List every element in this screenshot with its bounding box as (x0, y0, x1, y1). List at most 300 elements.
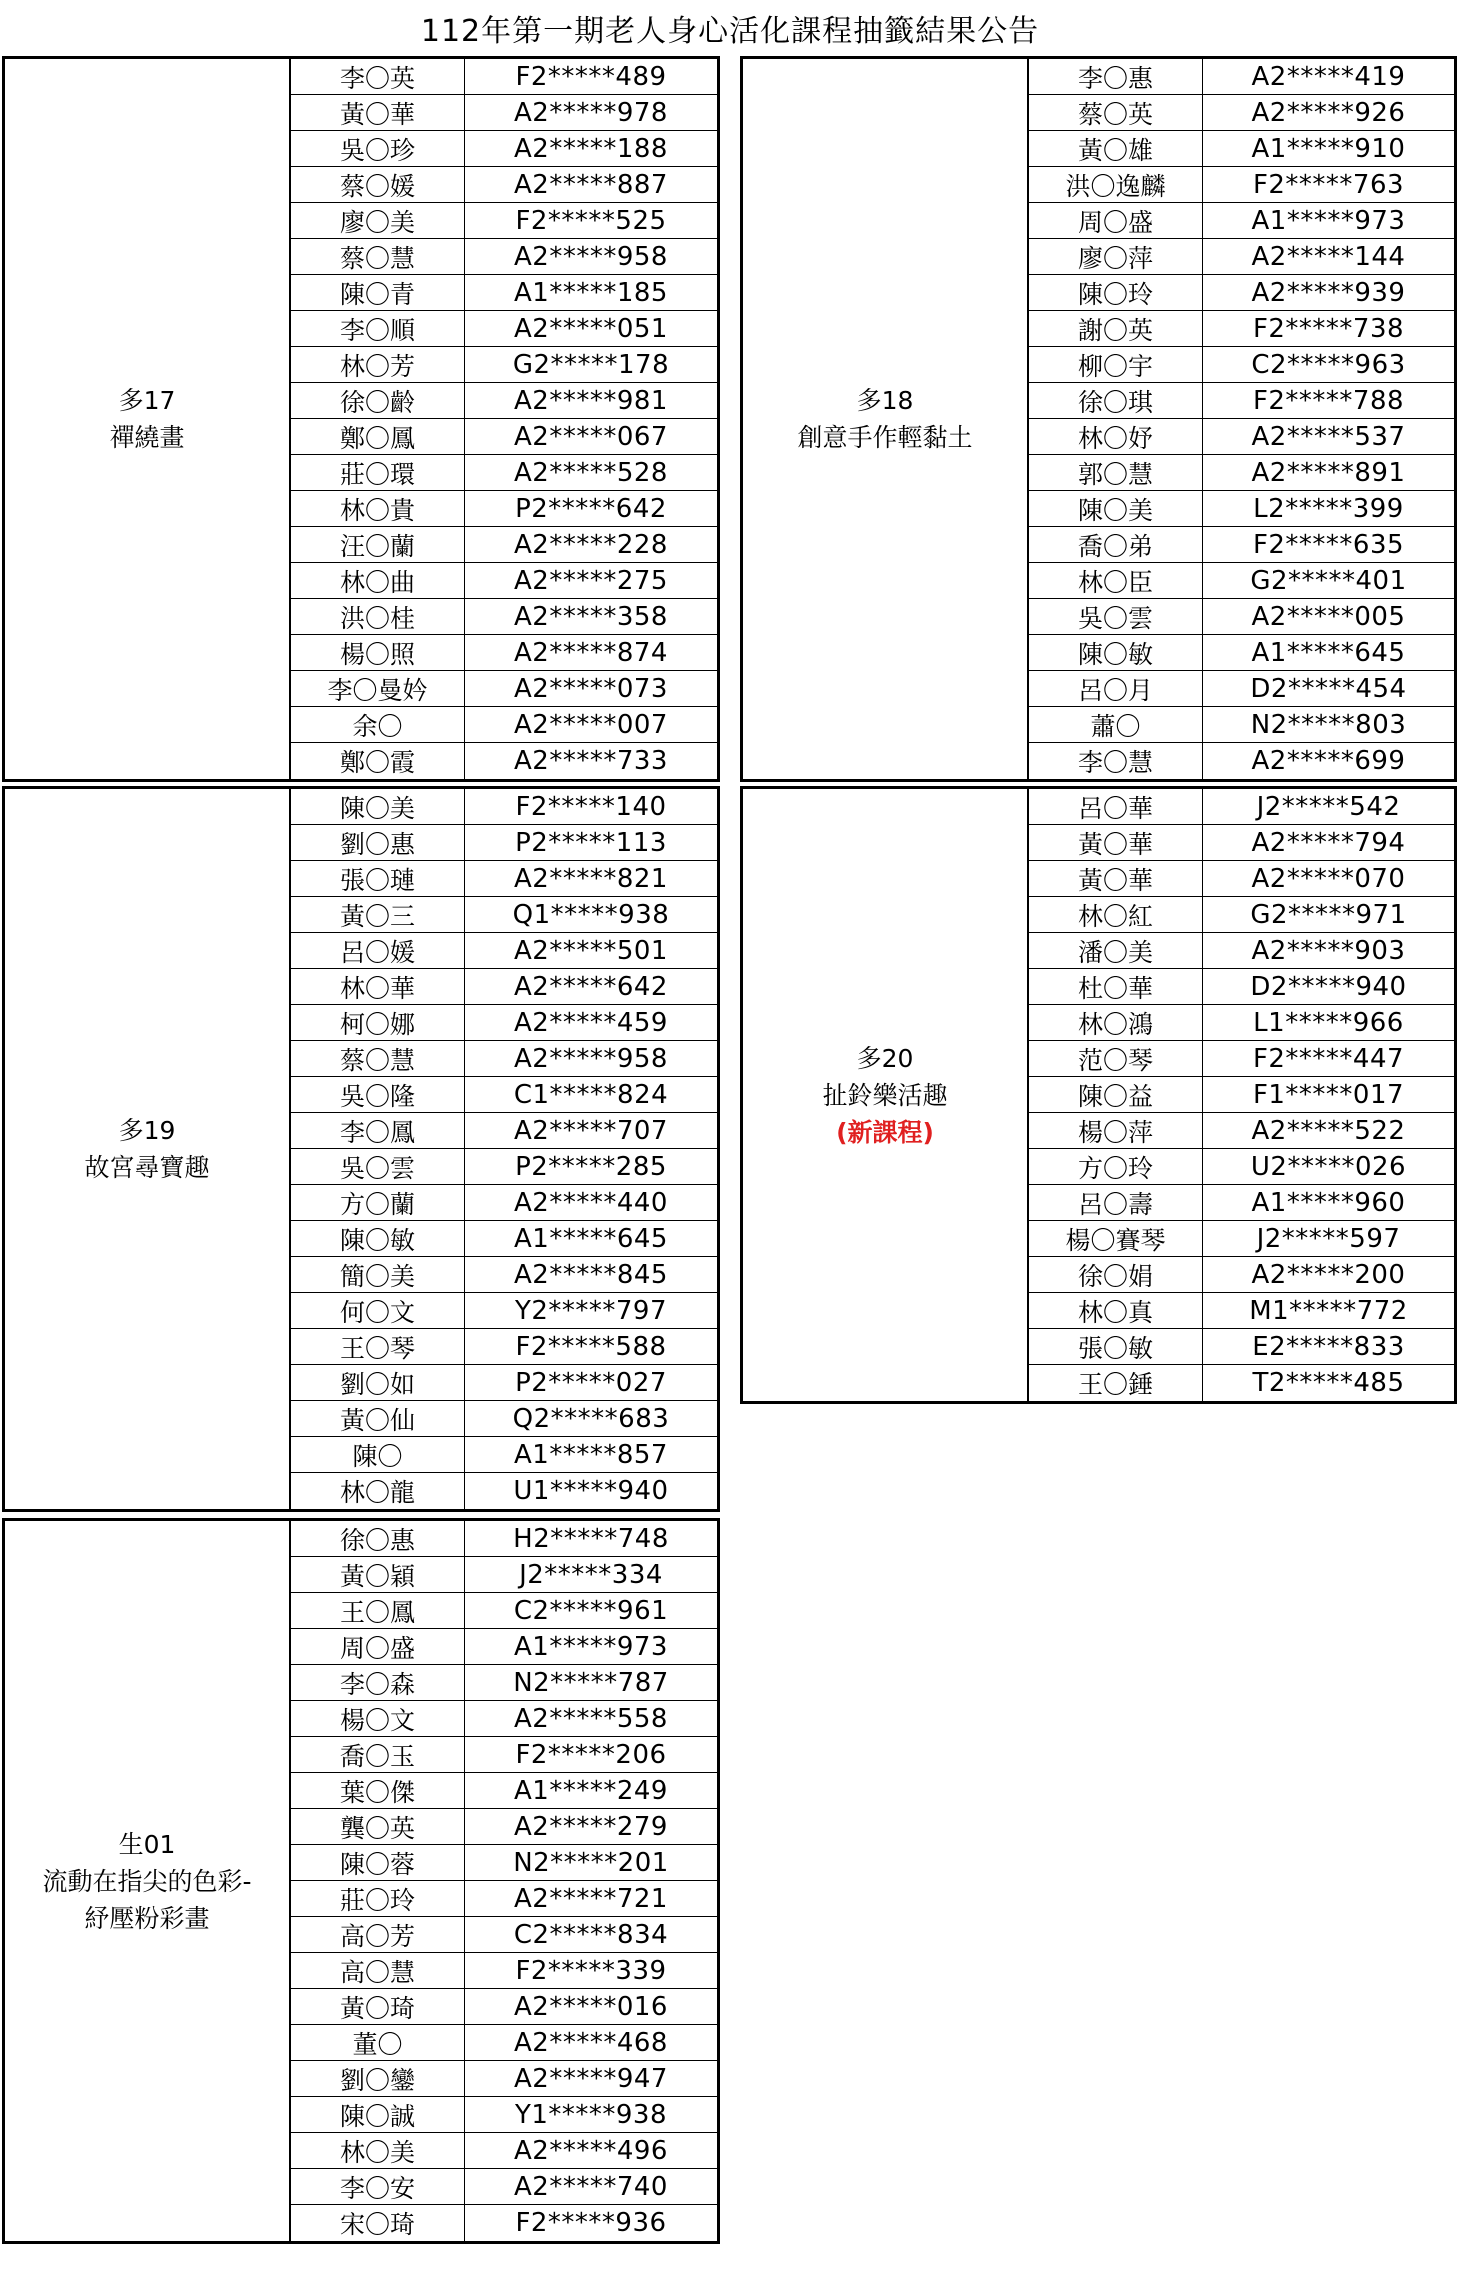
participant-id: A2*****887 (514, 169, 668, 200)
course-code: 多17 (118, 386, 176, 415)
participant-name: 張〇璉 (291, 861, 465, 896)
table-row (291, 1365, 717, 1401)
participant-id: A2*****699 (1251, 746, 1406, 776)
course-block (740, 786, 1457, 1404)
table-row (1029, 897, 1454, 933)
table-row (291, 933, 717, 969)
participant-id: E2*****833 (1252, 1331, 1405, 1362)
table-row (291, 347, 717, 383)
participant-id: F2*****206 (515, 1739, 667, 1770)
participant-name: 陳〇敏 (1029, 635, 1203, 670)
participant-name: 林〇臣 (1029, 563, 1203, 598)
participant-id: A2*****279 (514, 1811, 668, 1842)
participant-id: A2*****440 (514, 1187, 668, 1218)
table-row (291, 1149, 717, 1185)
participant-id: F2*****936 (515, 2208, 667, 2238)
participant-id: A2*****005 (1251, 601, 1406, 632)
table-row (291, 1629, 717, 1665)
participant-name: 林〇曲 (291, 563, 465, 598)
course-name: 故宮尋寶趣 (84, 1153, 210, 1182)
participant-id: Y1*****938 (514, 2099, 668, 2130)
table-row (1029, 239, 1454, 275)
participant-id: U1*****940 (513, 1476, 669, 1506)
participant-name: 劉〇惠 (291, 825, 465, 860)
participant-list (291, 789, 717, 1509)
participant-id: U2*****026 (1250, 1151, 1407, 1182)
participant-name: 高〇慧 (291, 1953, 465, 1988)
participant-id: A2*****794 (1251, 827, 1406, 858)
table-row (291, 1557, 717, 1593)
table-row (291, 1917, 717, 1953)
participant-id: J2*****597 (1256, 1223, 1401, 1254)
participant-id: N2*****803 (1250, 709, 1407, 740)
participant-name: 黃〇華 (1029, 825, 1203, 860)
participant-id: A2*****821 (514, 863, 668, 894)
participant-name: 黃〇仙 (291, 1401, 465, 1436)
participant-list (1029, 789, 1454, 1401)
table-row (291, 203, 717, 239)
table-row (291, 1329, 717, 1365)
table-row (291, 599, 717, 635)
participant-id: A2*****459 (514, 1007, 668, 1038)
participant-name: 方〇蘭 (291, 1185, 465, 1220)
table-row (1029, 969, 1454, 1005)
participant-name: 李〇英 (291, 59, 465, 94)
table-row (291, 969, 717, 1005)
participant-name: 呂〇媛 (291, 933, 465, 968)
table-row (291, 635, 717, 671)
course-name-cont: 紓壓粉彩畫 (84, 1903, 210, 1933)
course-block (2, 786, 720, 1512)
table-row (1029, 1077, 1454, 1113)
course-name: 扯鈴樂活趣 (822, 1080, 948, 1110)
participant-id: A1*****973 (514, 1631, 668, 1662)
participant-name: 黃〇華 (291, 95, 465, 130)
participant-id: A2*****874 (514, 637, 668, 668)
participant-name: 林〇美 (291, 2133, 465, 2168)
new-course-note: (新課程) (836, 1117, 934, 1147)
table-row (291, 1113, 717, 1149)
participant-id: A1*****910 (1251, 133, 1406, 164)
participant-name: 廖〇美 (291, 203, 465, 238)
table-row (291, 167, 717, 203)
table-row (291, 2097, 717, 2133)
participant-name: 王〇錘 (1029, 1365, 1203, 1401)
course-label (5, 1521, 291, 2241)
table-row (1029, 861, 1454, 897)
participant-name: 陳〇蓉 (291, 1845, 465, 1880)
table-row (291, 1473, 717, 1509)
participant-id: A2*****468 (514, 2027, 668, 2058)
participant-id: F2*****489 (515, 61, 667, 92)
participant-id: A2*****978 (514, 97, 668, 128)
participant-name: 李〇惠 (1029, 59, 1203, 94)
table-row (291, 275, 717, 311)
participant-id: T2*****485 (1252, 1368, 1405, 1398)
participant-name: 周〇盛 (291, 1629, 465, 1664)
course-name: 創意手作輕黏土 (797, 423, 973, 452)
participant-name: 李〇順 (291, 311, 465, 346)
course-block (2, 56, 720, 782)
participant-id: A2*****144 (1251, 241, 1406, 272)
participant-name: 徐〇齡 (291, 383, 465, 418)
participant-name: 劉〇如 (291, 1365, 465, 1400)
course-block (2, 1518, 720, 2244)
participant-id: A2*****845 (514, 1259, 668, 1290)
participant-id: A2*****947 (514, 2063, 668, 2094)
table-row (1029, 563, 1454, 599)
course-code: 多20 (856, 1043, 914, 1073)
participant-name: 蕭〇 (1029, 707, 1203, 742)
participant-name: 陳〇誠 (291, 2097, 465, 2132)
table-row (1029, 1365, 1454, 1401)
participant-id: A2*****200 (1251, 1259, 1406, 1290)
participant-name: 蔡〇慧 (291, 1041, 465, 1076)
participant-id: A2*****558 (514, 1703, 668, 1734)
participant-id: A2*****528 (514, 457, 668, 488)
participant-name: 莊〇玲 (291, 1881, 465, 1916)
participant-id: F2*****763 (1252, 169, 1405, 200)
participant-name: 陳〇 (291, 1437, 465, 1472)
table-row (291, 1593, 717, 1629)
participant-id: A2*****740 (514, 2171, 668, 2202)
page-title: 112年第一期老人身心活化課程抽籤結果公告 (420, 14, 1040, 49)
participant-name: 楊〇賽琴 (1029, 1221, 1203, 1256)
participant-name: 呂〇華 (1029, 789, 1203, 824)
participant-name: 陳〇益 (1029, 1077, 1203, 1112)
participant-id: F2*****635 (1252, 529, 1405, 560)
table-row (291, 1881, 717, 1917)
table-row (291, 707, 717, 743)
participant-name: 呂〇月 (1029, 671, 1203, 706)
course-code: 多18 (856, 386, 914, 415)
table-row (291, 897, 717, 933)
participant-id: L1*****966 (1253, 1007, 1404, 1038)
participant-name: 何〇文 (291, 1293, 465, 1328)
table-row (1029, 1221, 1454, 1257)
table-row (291, 2061, 717, 2097)
participant-id: P2*****642 (515, 493, 667, 524)
table-row (1029, 933, 1454, 969)
participant-id: F2*****788 (1252, 385, 1405, 416)
participant-id: A2*****891 (1251, 457, 1406, 488)
table-row (291, 1989, 717, 2025)
participant-id: D2*****454 (1250, 673, 1407, 704)
table-row (291, 59, 717, 95)
table-row (291, 789, 717, 825)
participant-name: 吳〇雲 (1029, 599, 1203, 634)
participant-name: 杜〇華 (1029, 969, 1203, 1004)
participant-id: G2*****971 (1250, 899, 1407, 930)
table-row (291, 311, 717, 347)
table-row (291, 1845, 717, 1881)
table-row (291, 419, 717, 455)
participant-id: C2*****834 (513, 1919, 669, 1950)
participant-id: J2*****542 (1256, 791, 1401, 822)
table-row (1029, 1329, 1454, 1365)
participant-name: 陳〇美 (1029, 491, 1203, 526)
table-row (1029, 1113, 1454, 1149)
table-row (291, 671, 717, 707)
participant-id: A2*****642 (514, 971, 668, 1002)
table-row (1029, 419, 1454, 455)
participant-name: 余〇 (291, 707, 465, 742)
participant-name: 林〇妤 (1029, 419, 1203, 454)
participant-name: 鄭〇鳳 (291, 419, 465, 454)
participant-id: A2*****496 (514, 2135, 668, 2166)
table-row (1029, 383, 1454, 419)
participant-id: A1*****249 (514, 1775, 668, 1806)
participant-name: 周〇盛 (1029, 203, 1203, 238)
participant-name: 黃〇琦 (291, 1989, 465, 2024)
participant-id: A1*****857 (514, 1439, 668, 1470)
participant-id: A2*****051 (514, 313, 668, 344)
table-row (291, 2169, 717, 2205)
participant-id: A2*****939 (1251, 277, 1406, 308)
participant-name: 李〇鳳 (291, 1113, 465, 1148)
participant-name: 李〇森 (291, 1665, 465, 1700)
table-row (1029, 167, 1454, 203)
participant-id: F2*****140 (515, 791, 667, 822)
course-label (5, 789, 291, 1509)
participant-id: A2*****073 (514, 673, 668, 704)
participant-id: A2*****419 (1251, 61, 1406, 92)
participant-name: 喬〇玉 (291, 1737, 465, 1772)
participant-id: A1*****645 (1251, 637, 1406, 668)
table-row (291, 1401, 717, 1437)
participant-name: 吳〇隆 (291, 1077, 465, 1112)
participant-id: A2*****016 (514, 1991, 668, 2022)
participant-name: 黃〇華 (1029, 861, 1203, 896)
participant-id: D2*****940 (1250, 971, 1407, 1002)
table-row (1029, 275, 1454, 311)
participant-name: 范〇琴 (1029, 1041, 1203, 1076)
table-row (291, 1701, 717, 1737)
table-row (291, 563, 717, 599)
course-block (740, 56, 1457, 782)
participant-name: 簡〇美 (291, 1257, 465, 1292)
participant-name: 王〇鳳 (291, 1593, 465, 1628)
table-row (1029, 95, 1454, 131)
table-row (291, 1665, 717, 1701)
participant-name: 吳〇雲 (291, 1149, 465, 1184)
participant-id: N2*****201 (513, 1847, 669, 1878)
table-row (291, 1005, 717, 1041)
table-row (291, 455, 717, 491)
table-row (1029, 599, 1454, 635)
participant-name: 林〇鴻 (1029, 1005, 1203, 1040)
table-row (291, 1221, 717, 1257)
table-row (1029, 1257, 1454, 1293)
participant-id: A2*****228 (514, 529, 668, 560)
participant-id: A1*****960 (1251, 1187, 1406, 1218)
participant-id: A2*****188 (514, 133, 668, 164)
table-row (291, 1773, 717, 1809)
participant-id: F2*****588 (515, 1331, 667, 1362)
participant-id: A2*****707 (514, 1115, 668, 1146)
table-row (291, 131, 717, 167)
table-row (1029, 1041, 1454, 1077)
participant-id: A2*****501 (514, 935, 668, 966)
participant-id: A2*****926 (1251, 97, 1406, 128)
table-row (291, 1953, 717, 1989)
table-row (1029, 131, 1454, 167)
participant-name: 徐〇琪 (1029, 383, 1203, 418)
participant-id: A2*****070 (1251, 863, 1406, 894)
table-row (291, 1521, 717, 1557)
participant-name: 高〇芳 (291, 1917, 465, 1952)
course-code: 生01 (118, 1829, 176, 1859)
table-row (1029, 789, 1454, 825)
participant-id: A2*****522 (1251, 1115, 1406, 1146)
table-row (291, 861, 717, 897)
participant-id: A2*****903 (1251, 935, 1406, 966)
table-row (291, 743, 717, 779)
participant-id: F1*****017 (1252, 1079, 1405, 1110)
table-row (1029, 59, 1454, 95)
participant-id: N2*****787 (513, 1667, 669, 1698)
course-name: 禪繞畫 (109, 423, 185, 452)
participant-id: P2*****113 (515, 827, 667, 858)
participant-name: 潘〇美 (1029, 933, 1203, 968)
table-row (1029, 1293, 1454, 1329)
table-row (1029, 1005, 1454, 1041)
table-row (291, 95, 717, 131)
table-row (291, 1185, 717, 1221)
participant-name: 楊〇文 (291, 1701, 465, 1736)
participant-name: 柯〇娜 (291, 1005, 465, 1040)
participant-name: 陳〇玲 (1029, 275, 1203, 310)
participant-id: A2*****958 (514, 1043, 668, 1074)
participant-name: 黃〇三 (291, 897, 465, 932)
participant-id: J2*****334 (519, 1559, 663, 1590)
table-row (291, 383, 717, 419)
participant-list (291, 1521, 717, 2241)
participant-id: A1*****645 (514, 1223, 668, 1254)
participant-id: A2*****358 (514, 601, 668, 632)
participant-id: A2*****007 (514, 709, 668, 740)
participant-id: C2*****963 (1251, 349, 1406, 380)
table-row (1029, 825, 1454, 861)
participant-name: 葉〇傑 (291, 1773, 465, 1808)
participant-name: 林〇真 (1029, 1293, 1203, 1328)
participant-name: 莊〇環 (291, 455, 465, 490)
participant-name: 徐〇惠 (291, 1521, 465, 1556)
table-row (1029, 743, 1454, 779)
participant-list (291, 59, 717, 779)
course-code: 多19 (118, 1116, 176, 1145)
participant-name: 楊〇照 (291, 635, 465, 670)
table-row (291, 2025, 717, 2061)
table-row (291, 239, 717, 275)
table-row (291, 1437, 717, 1473)
participant-name: 龔〇英 (291, 1809, 465, 1844)
participant-name: 汪〇蘭 (291, 527, 465, 562)
participant-list (1029, 59, 1454, 779)
course-label (743, 59, 1029, 779)
table-row (291, 2205, 717, 2241)
table-row (291, 1077, 717, 1113)
participant-name: 洪〇逸麟 (1029, 167, 1203, 202)
participant-id: A2*****733 (514, 746, 668, 776)
participant-name: 黃〇穎 (291, 1557, 465, 1592)
course-name: 流動在指尖的色彩- (42, 1866, 252, 1896)
participant-id: H2*****748 (513, 1523, 669, 1554)
participant-name: 郭〇慧 (1029, 455, 1203, 490)
participant-name: 洪〇桂 (291, 599, 465, 634)
participant-id: Y2*****797 (514, 1295, 668, 1326)
participant-name: 王〇琴 (291, 1329, 465, 1364)
table-row (1029, 671, 1454, 707)
participant-name: 楊〇萍 (1029, 1113, 1203, 1148)
participant-id: F2*****525 (515, 205, 667, 236)
participant-id: Q1*****938 (512, 899, 670, 930)
participant-id: F2*****447 (1252, 1043, 1405, 1074)
participant-name: 喬〇弟 (1029, 527, 1203, 562)
participant-id: P2*****285 (515, 1151, 667, 1182)
participant-name: 謝〇英 (1029, 311, 1203, 346)
participant-name: 林〇紅 (1029, 897, 1203, 932)
table-row (291, 527, 717, 563)
table-row (1029, 347, 1454, 383)
participant-name: 柳〇宇 (1029, 347, 1203, 382)
table-row (1029, 203, 1454, 239)
participant-name: 蔡〇慧 (291, 239, 465, 274)
participant-name: 徐〇娟 (1029, 1257, 1203, 1292)
table-row (291, 1809, 717, 1845)
participant-id: G2*****401 (1250, 565, 1407, 596)
table-row (1029, 1149, 1454, 1185)
table-row (291, 1041, 717, 1077)
table-row (1029, 707, 1454, 743)
participant-name: 李〇慧 (1029, 743, 1203, 779)
participant-id: L2*****399 (1253, 493, 1404, 524)
table-row (291, 825, 717, 861)
participant-id: P2*****027 (515, 1367, 667, 1398)
participant-id: F2*****738 (1252, 313, 1405, 344)
participant-id: F2*****339 (515, 1955, 667, 1986)
course-label (743, 789, 1029, 1401)
participant-id: A2*****981 (514, 385, 668, 416)
table-row (291, 1737, 717, 1773)
participant-id: A1*****185 (514, 277, 668, 308)
table-row (1029, 455, 1454, 491)
participant-name: 林〇華 (291, 969, 465, 1004)
participant-name: 陳〇美 (291, 789, 465, 824)
participant-name: 林〇芳 (291, 347, 465, 382)
table-row (291, 2133, 717, 2169)
participant-id: M1*****772 (1249, 1295, 1408, 1326)
table-row (291, 1257, 717, 1293)
table-row (1029, 1185, 1454, 1221)
participant-name: 鄭〇霞 (291, 743, 465, 779)
participant-name: 陳〇敏 (291, 1221, 465, 1256)
table-row (291, 491, 717, 527)
participant-name: 宋〇琦 (291, 2205, 465, 2241)
table-row (1029, 527, 1454, 563)
participant-name: 張〇敏 (1029, 1329, 1203, 1364)
participant-name: 吳〇珍 (291, 131, 465, 166)
participant-id: A2*****067 (514, 421, 668, 452)
participant-id: A2*****275 (514, 565, 668, 596)
participant-id: Q2*****683 (512, 1403, 670, 1434)
participant-name: 董〇 (291, 2025, 465, 2060)
course-label (5, 59, 291, 779)
participant-id: A1*****973 (1251, 205, 1406, 236)
participant-id: A2*****721 (514, 1883, 668, 1914)
participant-id: C2*****961 (513, 1595, 669, 1626)
participant-name: 劉〇鑾 (291, 2061, 465, 2096)
